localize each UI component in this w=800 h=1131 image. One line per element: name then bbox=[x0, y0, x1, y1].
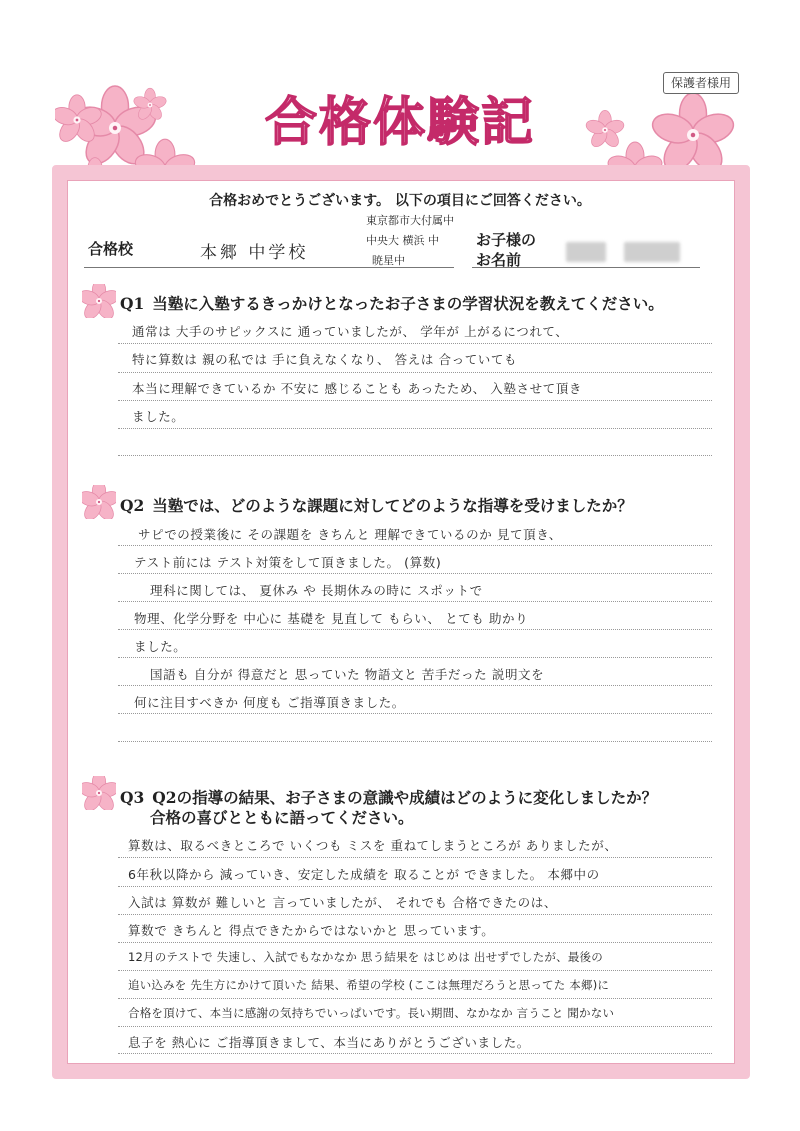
q3-rule bbox=[118, 1026, 712, 1027]
school-underline bbox=[84, 267, 454, 268]
q1-question: Q1 当塾に入塾するきっかけとなったお子さまの学習状況を教えてください。 bbox=[120, 294, 664, 313]
q2-rule bbox=[118, 685, 712, 686]
q3-answer-line: 入試は 算数が 難しいと 言っていましたが、 それでも 合格できたのは、 bbox=[128, 895, 557, 910]
q2-answer-line: 何に注目すべきか 何度も ご指導頂きました。 bbox=[134, 695, 405, 710]
q1-rule bbox=[118, 428, 712, 429]
other-school-2: 中央大 横浜 中 bbox=[366, 234, 439, 247]
q3-answer-line: 算数で きちんと 得点できたからではないかと 思っています。 bbox=[128, 923, 495, 938]
q3-rule bbox=[118, 1053, 712, 1054]
q2-rule bbox=[118, 629, 712, 630]
q2-flower-icon bbox=[82, 485, 116, 519]
name-underline bbox=[472, 267, 700, 268]
page-title: 合格体験記 bbox=[264, 93, 535, 153]
q2-answer-line: 理科に関しては、 夏休み や 長期休みの時に スポットで bbox=[150, 583, 483, 598]
q2-answer-line: ました。 bbox=[134, 639, 187, 654]
q2-rule bbox=[118, 573, 712, 574]
q1-rule bbox=[118, 372, 712, 373]
q3-rule bbox=[118, 886, 712, 887]
q1-answer-line: ました。 bbox=[132, 409, 185, 424]
redacted-name-1 bbox=[566, 242, 606, 262]
q2-answer-line: サピでの授業後に その課題を きちんと 理解できているのか 見て頂き、 bbox=[138, 527, 562, 542]
intro-text: 合格おめでとうございます。 以下の項目にご回答ください。 bbox=[209, 193, 591, 209]
q2-rule bbox=[118, 545, 712, 546]
q3-answer-line: 合格を頂けて、本当に感謝の気持ちでいっぱいです。長い期間、なかなか 言うこと 聞かない bbox=[128, 1006, 615, 1020]
q2-rule bbox=[118, 713, 712, 714]
child-name-label-2: お名前 bbox=[476, 251, 522, 269]
q3-rule bbox=[118, 857, 712, 858]
q1-answer-line: 通常は 大手のサピックスに 通っていましたが、 学年が 上がるにつれて、 bbox=[132, 324, 569, 339]
q1-rule bbox=[118, 343, 712, 344]
q3-answer-line: 12月のテストで 失速し、入試でもなかなか 思う結果を はじめは 出せずでしたが、最後の bbox=[128, 950, 603, 964]
q3-answer-line: 6年秋以降から 減っていき、安定した成績を 取ることが できました。 本郷中の bbox=[128, 867, 600, 882]
q2-rule bbox=[118, 657, 712, 658]
child-name-label-1: お子様の bbox=[476, 231, 537, 249]
q3-rule bbox=[118, 970, 712, 971]
q2-answer-line: テスト前には テスト対策をして頂きました。 (算数) bbox=[134, 555, 442, 570]
q2-rule bbox=[118, 601, 712, 602]
q1-answer-line: 特に算数は 親の私では 手に負えなくなり、 答えは 合っていても bbox=[132, 352, 518, 367]
redacted-name-2 bbox=[624, 242, 680, 262]
guardian-badge: 保護者様用 bbox=[663, 72, 739, 94]
school-label: 合格校 bbox=[88, 240, 134, 258]
q2-answer-line: 国語も 自分が 得意だと 思っていた 物語文と 苦手だった 説明文を bbox=[150, 667, 545, 682]
q1-flower-icon bbox=[82, 284, 116, 318]
q3-question-2: 合格の喜びとともに語ってください。 bbox=[150, 808, 414, 827]
other-school-3: 暁星中 bbox=[372, 254, 405, 267]
q2-rule bbox=[118, 741, 712, 742]
q3-rule bbox=[118, 942, 712, 943]
q3-flower-icon bbox=[82, 776, 116, 810]
other-school-1: 東京都市大付属中 bbox=[366, 214, 454, 227]
q3-question-1: Q3 Q2の指導の結果、お子さまの意識や成績はどのように変化しましたか？ bbox=[120, 788, 658, 807]
q3-answer-line: 追い込みを 先生方にかけて頂いた 結果、希望の学校 (ここは無理だろうと思ってた 本郷)に bbox=[128, 978, 610, 992]
q1-rule bbox=[118, 400, 712, 401]
q2-question: Q2 当塾では、どのような課題に対してどのような指導を受けましたか？ bbox=[120, 496, 633, 515]
school-value: 本郷 中学校 bbox=[200, 243, 309, 263]
q3-rule bbox=[118, 998, 712, 999]
q3-rule bbox=[118, 914, 712, 915]
q2-answer-line: 物理、化学分野を 中心に 基礎を 見直して もらい、 とても 助かり bbox=[134, 611, 529, 626]
q1-answer-line: 本当に理解できているか 不安に 感じることも あったため、 入塾させて頂き bbox=[132, 381, 582, 396]
q3-answer-line: 息子を 熱心に ご指導頂きまして、本当にありがとうございました。 bbox=[128, 1035, 530, 1050]
q1-rule bbox=[118, 455, 712, 456]
q3-answer-line: 算数は、取るべきところで いくつも ミスを 重ねてしまうところが ありましたが、 bbox=[128, 838, 618, 853]
